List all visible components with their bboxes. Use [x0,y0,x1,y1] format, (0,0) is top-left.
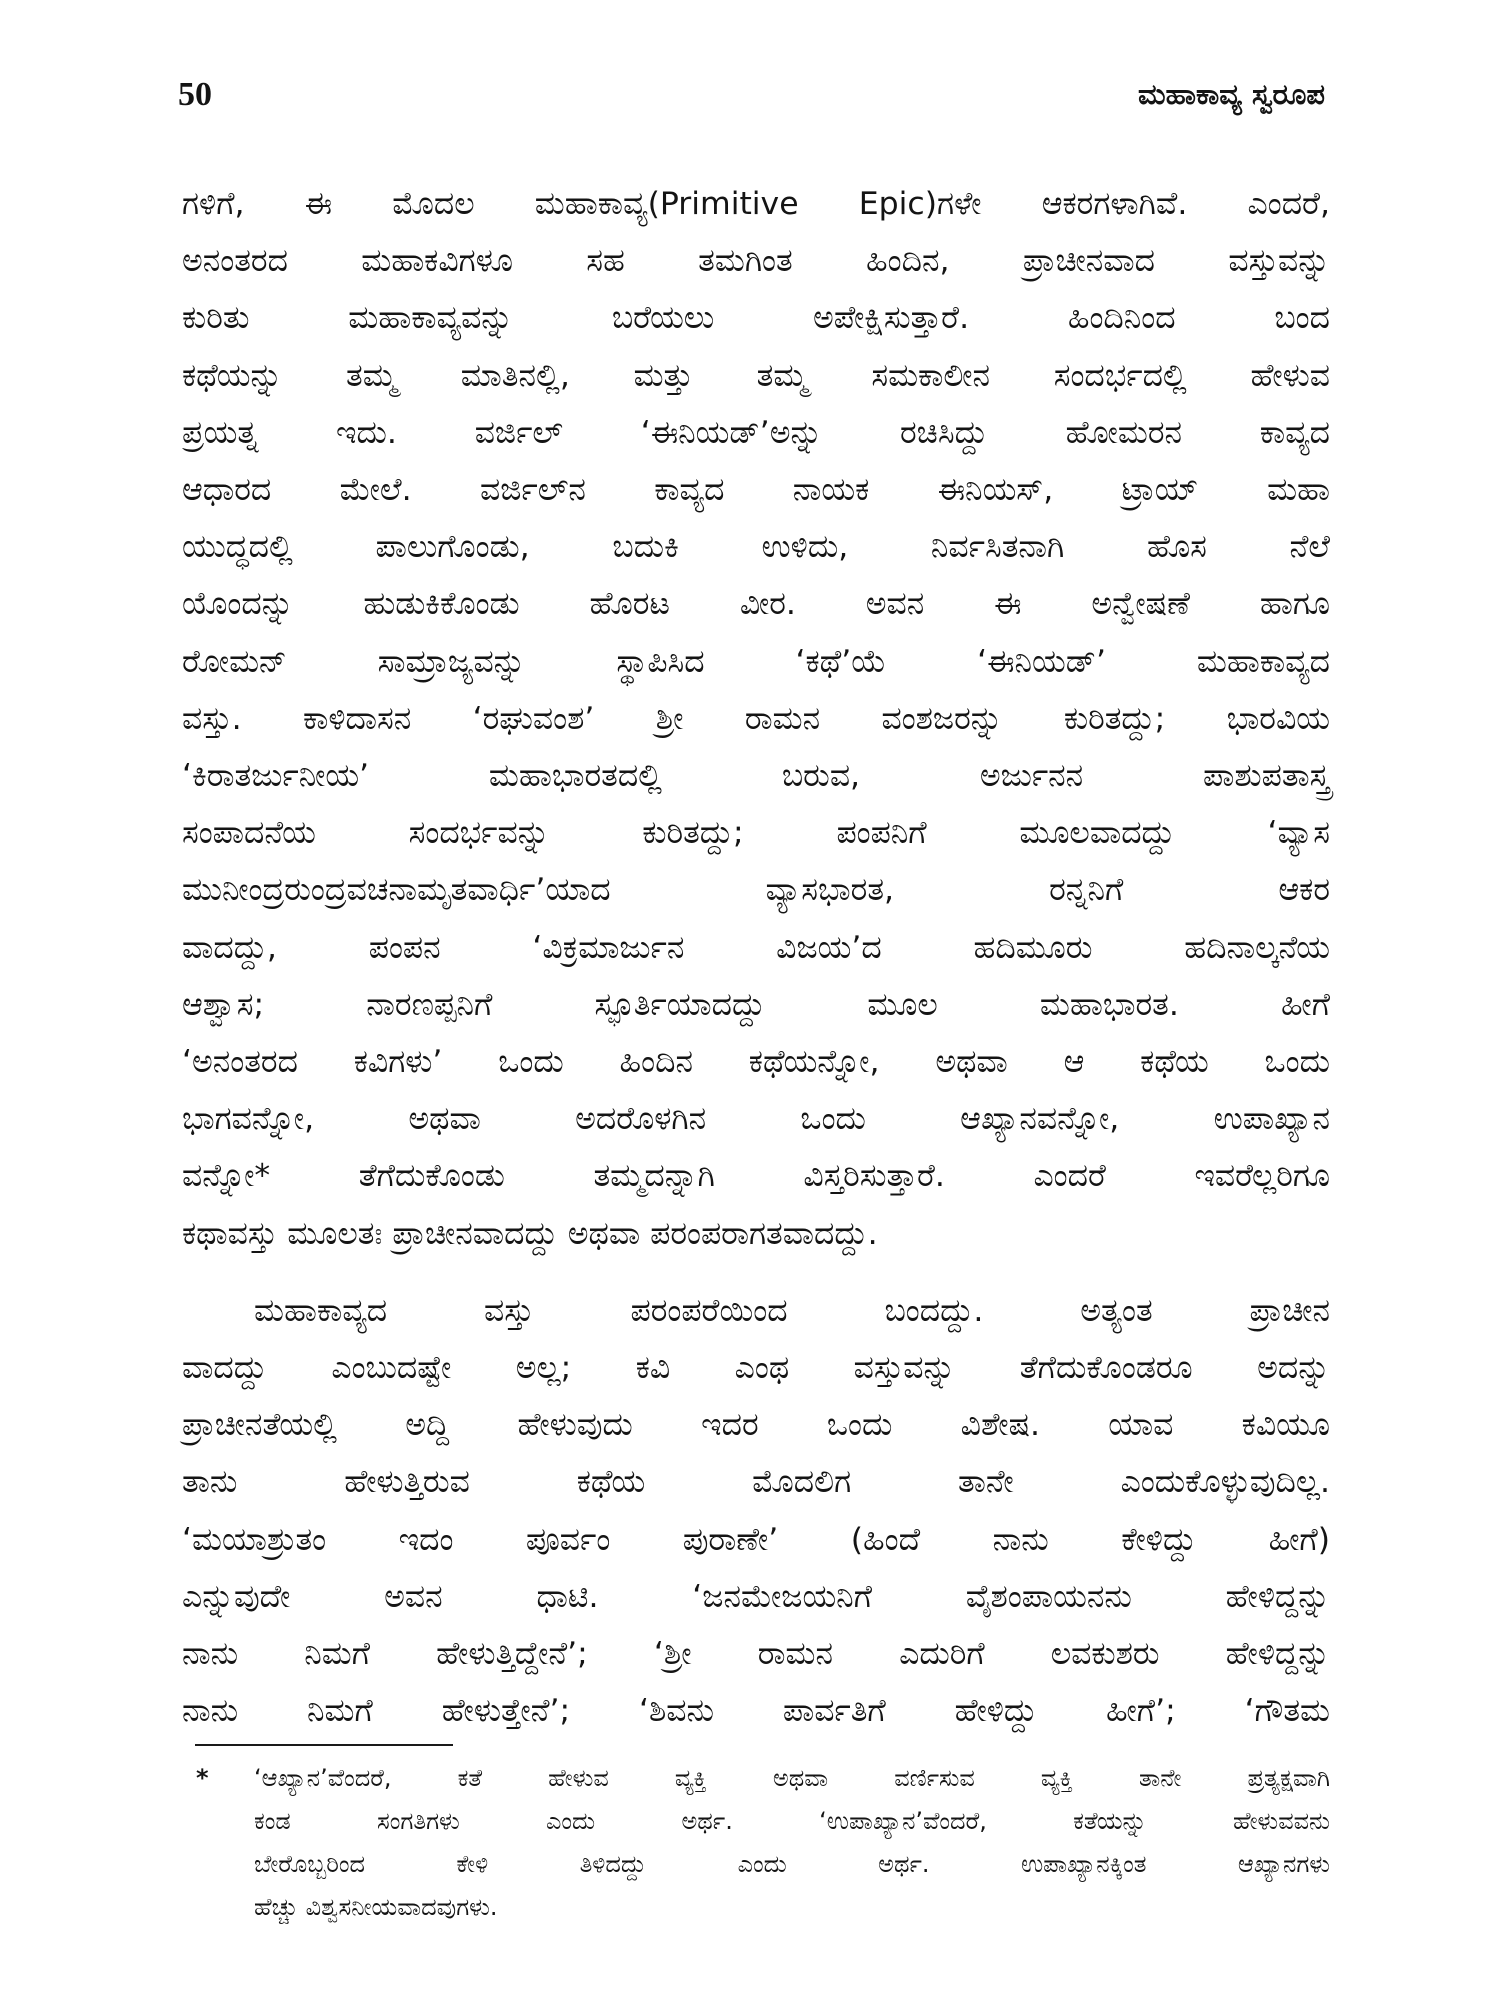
paragraph-2 [182,1283,1330,1741]
text-line-indented [182,1283,1330,1340]
text-line: ‘ಮಯಾಶ್ರುತಂ ಇದಂ ಪೂರ್ವಂ ಪುರಾಣೇ’ (ಹಿಂದೆ ನಾನು ಕೇಳಿದ್ದು ಹೀಗೆ) [182,1521,1330,1558]
text-line: ನಾನು ನಿಮಗೆ ಹೇಳುತ್ತಿದ್ದೇನೆ’; ‘ಶ್ರೀ ರಾಮನ ಎದುರಿಗೆ ಲವಕುಶರು ಹೇಳಿದ್ದನ್ನು [182,1636,1330,1673]
text-line: ತಾನು ಹೇಳುತ್ತಿರುವ ಕಥೆಯ ಮೊದಲಿಗ ತಾನೇ ಎಂದುಕೊಳ್ಳುವುದಿಲ್ಲ. [182,1464,1330,1501]
text-line: ವಾದದ್ದು ಎಂಬುದಷ್ಟೇ ಅಲ್ಲ; ಕವಿ ಎಂಥ ವಸ್ತುವನ್ನು ತೆಗೆದುಕೊಂಡರೂ ಅದನ್ನು [182,1350,1330,1387]
text-line: ‘ಕಿರಾತರ್ಜುನೀಯ’ ಮಹಾಭಾರತದಲ್ಲಿ ಬರುವ, ಅರ್ಜುನನ ಪಾಶುಪತಾಸ್ತ್ರ [182,758,1330,795]
paragraph-1 [182,176,1330,1263]
text-line: ರೋಮನ್ ಸಾಮ್ರಾಜ್ಯವನ್ನು ಸ್ಥಾಪಿಸಿದ ‘ಕಥೆ’ಯೆ ‘ಈನಿಯಡ್’ ಮಹಾಕಾವ್ಯದ [182,643,1330,680]
body-text [182,176,1330,1740]
text-line: ಮುನೀಂದ್ರರುಂದ್ರವಚನಾಮೃತವಾರ್ಧಿ’ಯಾದ ವ್ಯಾಸಭಾರತ, ರನ್ನನಿಗೆ ಆಕರ [182,872,1330,909]
footnote-divider [195,1744,453,1746]
text-line: ಪ್ರಯತ್ನ ಇದು. ವರ್ಜಿಲ್ ‘ಈನಿಯಡ್’ಅನ್ನು ರಚಿಸಿದ್ದು ಹೋಮರನ ಕಾವ್ಯದ [182,414,1330,451]
text-line: ಸಂಪಾದನೆಯ ಸಂದರ್ಭವನ್ನು ಕುರಿತದ್ದು; ಪಂಪನಿಗೆ ಮೂಲವಾದದ್ದು ‘ವ್ಯಾಸ [182,815,1330,852]
text-line: ವಸ್ತು. ಕಾಳಿದಾಸನ ‘ರಘುವಂಶ’ ಶ್ರೀ ರಾಮನ ವಂಶಜರನ್ನು ಕುರಿತದ್ದು; ಭಾರವಿಯ [182,700,1330,737]
running-title: ಮಹಾಕಾವ್ಯ ಸ್ವರೂಪ [1138,77,1325,111]
text-line: ಗಳಿಗೆ, ಈ ಮೊದಲ ಮಹಾಕಾವ್ಯ(Primitive Epic)ಗಳೇ ಆಕರಗಳಾಗಿವೆ. ಎಂದರೆ, [182,186,1330,222]
text-line: ಕಥೆಯನ್ನು ತಮ್ಮ ಮಾತಿನಲ್ಲಿ, ಮತ್ತು ತಮ್ಮ ಸಮಕಾಲೀನ ಸಂದರ್ಭದಲ್ಲಿ ಹೇಳುವ [182,357,1330,394]
footnote-marker: * [196,1764,209,1792]
text-line: ಯುದ್ಧದಲ್ಲಿ ಪಾಲುಗೊಂಡು, ಬದುಕಿ ಉಳಿದು, ನಿರ್ವಸಿತನಾಗಿ ಹೊಸ ನೆಲೆ [182,529,1330,566]
text-line: ಕಥಾವಸ್ತು ಮೂಲತಃ ಪ್ರಾಚೀನವಾದದ್ದು ಅಥವಾ ಪರಂಪರಾಗತವಾದದ್ದು. [182,1215,878,1252]
text-line: ‘ಅನಂತರದ ಕವಿಗಳು’ ಒಂದು ಹಿಂದಿನ ಕಥೆಯನ್ನೋ, ಅಥವಾ ಆ ಕಥೆಯ ಒಂದು [182,1044,1330,1081]
page-number: 50 [178,76,212,113]
text-line: ಆಧಾರದ ಮೇಲೆ. ವರ್ಜಿಲ್‌ನ ಕಾವ್ಯದ ನಾಯಕ ಈನಿಯಸ್, ಟ್ರಾಯ್ ಮಹಾ [182,472,1330,509]
footnote-line: ಬೇರೊಬ್ಬರಿಂದ ಕೇಳಿ ತಿಳಿದದ್ದು ಎಂದು ಅರ್ಥ. ಉಪಾಖ್ಯಾನಕ್ಕಿಂತ ಆಖ್ಯಾನಗಳು [254,1850,1330,1878]
footnote-text [254,1757,1330,1929]
text-line-content: ಮಹಾಕಾವ್ಯದ ವಸ್ತು ಪರಂಪರೆಯಿಂದ ಬಂದದ್ದು. ಅತ್ಯಂತ ಪ್ರಾಚೀನ [254,1292,1330,1329]
text-line: ಅನಂತರದ ಮಹಾಕವಿಗಳೂ ಸಹ ತಮಗಿಂತ ಹಿಂದಿನ, ಪ್ರಾಚೀನವಾದ ವಸ್ತುವನ್ನು [182,243,1330,280]
footnote-line: ಹೆಚ್ಚು ವಿಶ್ವಸನೀಯವಾದವುಗಳು. [254,1893,498,1921]
text-line: ಭಾಗವನ್ನೋ, ಅಥವಾ ಅದರೊಳಗಿನ ಒಂದು ಆಖ್ಯಾನವನ್ನೋ, ಉಪಾಖ್ಯಾನ [182,1101,1330,1138]
text-line: ನಾನು ನಿಮಗೆ ಹೇಳುತ್ತೇನೆ’; ‘ಶಿವನು ಪಾರ್ವತಿಗೆ ಹೇಳಿದ್ದು ಹೀಗೆ’; ‘ಗೌತಮ [182,1693,1330,1730]
text-line: ವಾದದ್ದು, ಪಂಪನ ‘ವಿಕ್ರಮಾರ್ಜುನ ವಿಜಯ’ದ ಹದಿಮೂರು ಹದಿನಾಲ್ಕನೆಯ [182,929,1330,966]
text-line: ಆಶ್ವಾಸ; ನಾರಣಪ್ಪನಿಗೆ ಸ್ಫೂರ್ತಿಯಾದದ್ದು ಮೂಲ ಮಹಾಭಾರತ. ಹೀಗೆ [182,986,1330,1023]
footnote-line: ‘ಆಖ್ಯಾನ’ವೆಂದರೆ, ಕತೆ ಹೇಳುವ ವ್ಯಕ್ತಿ ಅಥವಾ ವರ್ಣಿಸುವ ವ್ಯಕ್ತಿ ತಾನೇ ಪ್ರತ್ಯಕ್ಷವಾಗಿ [254,1764,1330,1792]
text-line: ಯೊಂದನ್ನು ಹುಡುಕಿಕೊಂಡು ಹೊರಟ ವೀರ. ಅವನ ಈ ಅನ್ವೇಷಣೆ ಹಾಗೂ [182,586,1330,623]
text-line: ಎನ್ನುವುದೇ ಅವನ ಧಾಟಿ. ‘ಜನಮೇಜಯನಿಗೆ ವೈಶಂಪಾಯನನು ಹೇಳಿದ್ದನ್ನು [182,1578,1330,1615]
text-line: ಪ್ರಾಚೀನತೆಯಲ್ಲಿ ಅದ್ದಿ ಹೇಳುವುದು ಇದರ ಒಂದು ವಿಶೇಷ. ಯಾವ ಕವಿಯೂ [182,1407,1330,1444]
footnote-line: ಕಂಡ ಸಂಗತಿಗಳು ಎಂದು ಅರ್ಥ. ‘ಉಪಾಖ್ಯಾನ’ವೆಂದರೆ, ಕತೆಯನ್ನು ಹೇಳುವವನು [254,1807,1330,1835]
text-line: ಕುರಿತು ಮಹಾಕಾವ್ಯವನ್ನು ಬರೆಯಲು ಅಪೇಕ್ಷಿಸುತ್ತಾರೆ. ಹಿಂದಿನಿಂದ ಬಂದ [182,300,1330,337]
text-line: ವನ್ನೋ* ತೆಗೆದುಕೊಂಡು ತಮ್ಮದನ್ನಾಗಿ ವಿಸ್ತರಿಸುತ್ತಾರೆ. ಎಂದರೆ ಇವರೆಲ್ಲರಿಗೂ [182,1158,1330,1195]
